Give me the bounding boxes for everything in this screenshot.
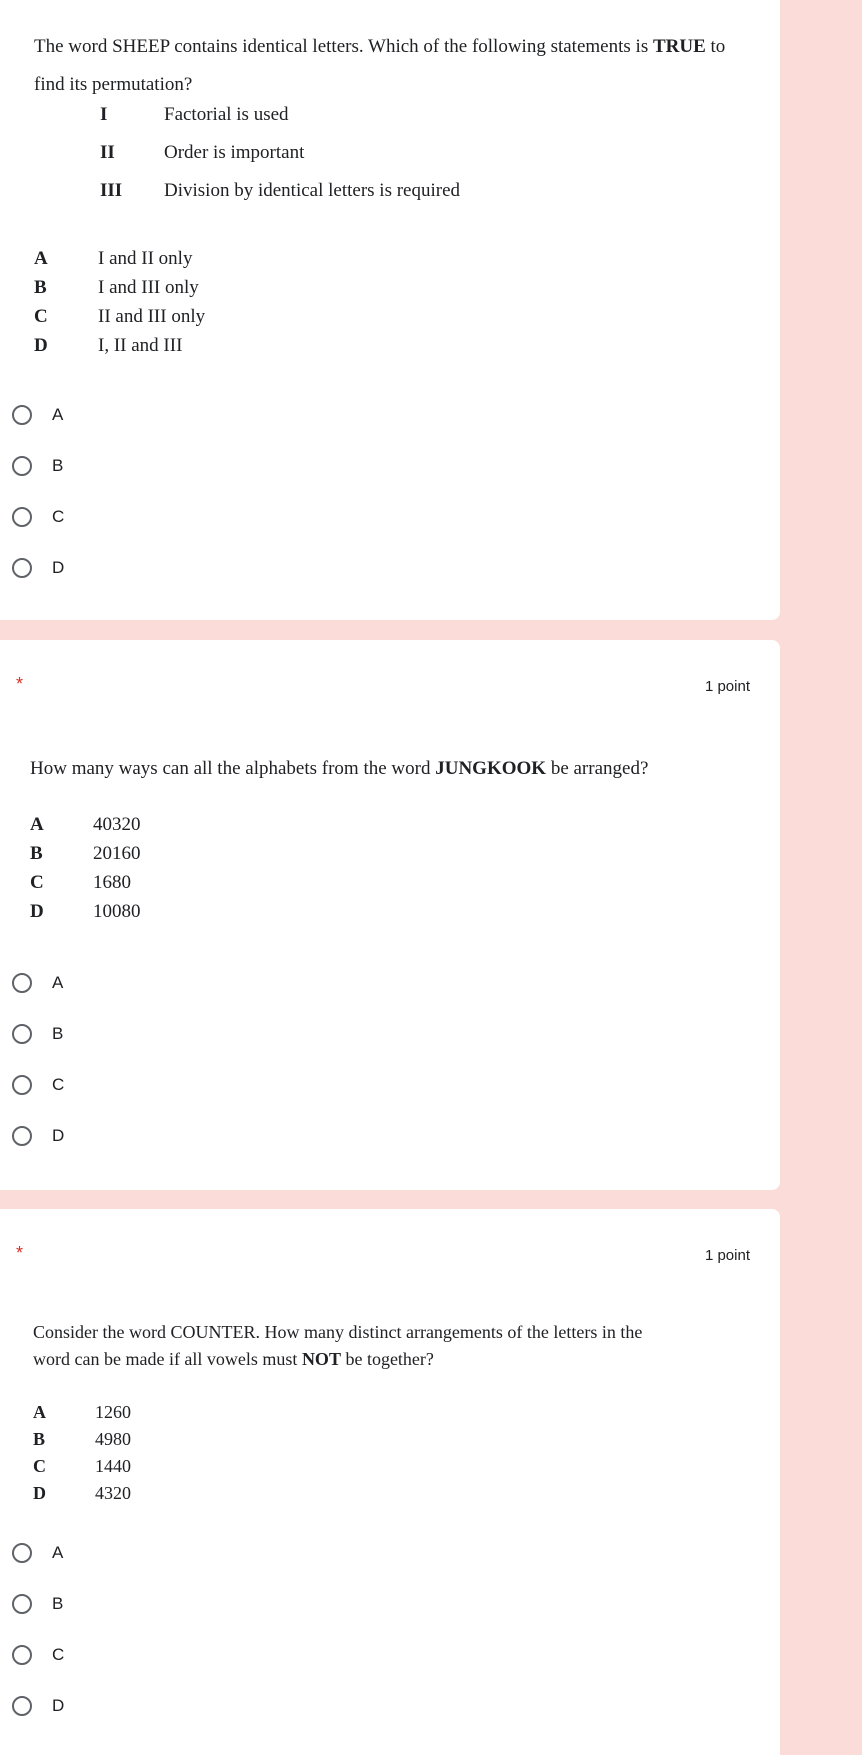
radio-option-d[interactable]: D — [12, 1694, 312, 1722]
radio-circle[interactable] — [12, 1543, 32, 1563]
radio-option-c[interactable]: C — [12, 1073, 312, 1101]
radio-option-a[interactable]: A — [12, 971, 312, 999]
radio-circle[interactable] — [12, 1024, 32, 1044]
choice-a: A 1260 — [33, 1402, 131, 1422]
points-label: 1 point — [704, 678, 750, 695]
required-asterisk: * — [16, 674, 24, 694]
question-card-2 — [0, 640, 780, 1190]
choice-d: D 4320 — [33, 1483, 131, 1503]
question-text: The word SHEEP contains identical letters. Which of the following statements is TRUE to find its permutation? — [34, 36, 726, 95]
question-card-1: The word SHEEP contains identical letters. Which of the following statements is TRUE to find its permutation? I Factorial is used II Order is important III Division by identical letters is required A I and II only B I and III only C II and III only D I, II and III A B C D — [0, 0, 780, 620]
choice-c: C 1440 — [33, 1456, 131, 1476]
radio-circle[interactable] — [12, 1594, 32, 1614]
choice-d: D I, II and III — [34, 335, 183, 356]
radio-circle[interactable] — [12, 456, 32, 476]
choice-b: B I and III only — [34, 277, 199, 298]
choice-c: C II and III only — [34, 306, 206, 327]
choice-a: A 40320 — [30, 814, 141, 835]
radio-option-b[interactable]: B — [12, 1592, 312, 1620]
points-label: 1 point — [704, 1247, 750, 1264]
choice-b: B 20160 — [30, 843, 141, 864]
radio-circle[interactable] — [12, 1696, 32, 1716]
choice-a: A I and II only — [34, 248, 193, 269]
choice-d: D 10080 — [30, 901, 141, 922]
question-text: How many ways can all the alphabets from the word JUNGKOOK be arranged? — [30, 758, 649, 779]
radio-option-b[interactable]: B — [12, 454, 312, 482]
radio-option-d[interactable]: D — [12, 556, 312, 584]
radio-circle[interactable] — [12, 558, 32, 578]
question-card-3 — [0, 1209, 780, 1755]
radio-option-a[interactable]: A — [12, 403, 312, 431]
radio-option-c[interactable]: C — [12, 505, 312, 533]
radio-circle[interactable] — [12, 1126, 32, 1146]
question-text: Consider the word COUNTER. How many distinct arrangements of the letters in the word can be made if all vowels must NOT be together? — [33, 1322, 643, 1369]
radio-option-a[interactable]: A — [12, 1541, 312, 1569]
radio-option-b[interactable]: B — [12, 1022, 312, 1050]
radio-circle[interactable] — [12, 1075, 32, 1095]
required-asterisk: * — [16, 1243, 24, 1263]
radio-option-c[interactable]: C — [12, 1643, 312, 1671]
radio-circle[interactable] — [12, 405, 32, 425]
radio-option-d[interactable]: D — [12, 1124, 312, 1152]
choice-b: B 4980 — [33, 1429, 131, 1449]
radio-circle[interactable] — [12, 973, 32, 993]
choice-c: C 1680 — [30, 872, 131, 893]
radio-circle[interactable] — [12, 507, 32, 527]
radio-circle[interactable] — [12, 1645, 32, 1665]
